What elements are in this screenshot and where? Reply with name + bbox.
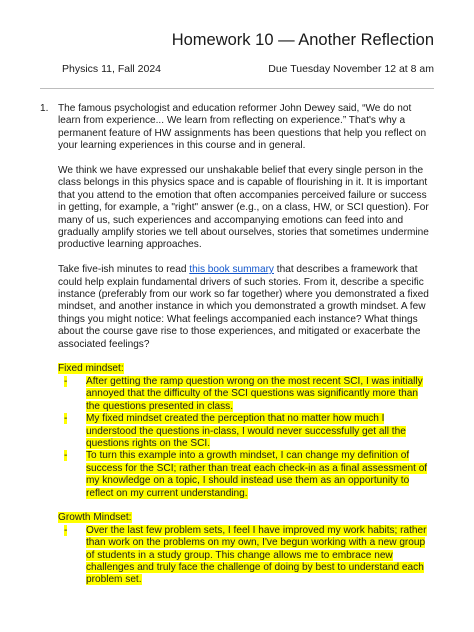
question-paragraph-1: The famous psychologist and education reformer John Dewey said, “We do not learn from experience... We learn from reflecting on experience.” That's why a permanent feature of HW assignments has been questions that help you reflect on your learning experiences in this course and in general. (58, 103, 427, 152)
fixed-bullet-3: To turn this example into a growth mindset, I can change my definition of success for the SCI; rather than treat each check-in as a final assessment of my knowledge on a topic, I should instead use them as an opportunity to reflect on my current understanding. (86, 450, 428, 499)
book-summary-link[interactable]: this book summary (189, 264, 274, 276)
growth-mindset-label: Growth Mindset: (58, 512, 132, 524)
paragraph-3-rest: that describes a framework that could help explain fundamental drivers of such stories. From it, describe a specific instance (preferably from our work so far together) where you demonstrated a fixed mindset, and another instance in which you demonstrated a growth mindset. A few things you might notice: What feelings accompanied each instance? What things about the course gave rise to those experiences, and mitigated or exacerbate the associated feelings? (58, 264, 429, 350)
question-number: 1. (40, 103, 49, 114)
paragraph-3-intro: Take five-ish minutes to read (58, 264, 190, 276)
question-1 (40, 103, 434, 599)
list-item (58, 525, 434, 587)
growth-bullet-1: Over the last few problem sets, I feel I have improved my work habits; rather than work on the problems on my own, I've begun working with a new group of students in a study group. This change allows me to embrace new challenges and truly face the challenge of doing by best to understand each problem set. (86, 524, 427, 586)
question-paragraph-3 (58, 264, 434, 351)
header-divider (40, 88, 434, 89)
fixed-mindset-list (58, 376, 434, 500)
bullet-dash: - (64, 524, 68, 536)
fixed-bullet-2: My fixed mindset created the perception that no matter how much I understood the questions in-class, I would never successfully get all the questions rights on the SCI. (86, 413, 406, 449)
list-item (58, 413, 434, 450)
question-body (58, 103, 434, 599)
list-item (58, 376, 434, 413)
bullet-dash: - (64, 413, 68, 425)
list-item (58, 450, 434, 500)
fixed-bullet-1: After getting the ramp question wrong on the most recent SCI, I was initially annoyed that the difficulty of the SCI questions was significantly more than the questions presented in class. (86, 375, 423, 412)
due-date: Due Tuesday November 12 at 8 am (268, 63, 434, 75)
page-title: Homework 10 — Another Reflection (171, 31, 434, 49)
fixed-mindset-label: Fixed mindset: (58, 363, 124, 375)
question-paragraph-2: We think we have expressed our unshakable belief that every single person in the class belongs in this physics space and is capable of flourishing in it. It is important that you attend to the emotion that often accompanies perceived failure or success in getting, for example, a "right" answer (e.g., on a class, HW, or SCI question). For many of us, such experiences and accompanying emotions can feed into and gradually amplify stories we tell about ourselves, stories that sometimes undermine productive learning approaches. (58, 165, 429, 251)
bullet-dash: - (64, 450, 68, 462)
course-label: Physics 11, Fall 2024 (62, 63, 162, 75)
bullet-dash: - (64, 375, 68, 387)
growth-mindset-list (58, 525, 434, 587)
subheader (62, 62, 434, 76)
